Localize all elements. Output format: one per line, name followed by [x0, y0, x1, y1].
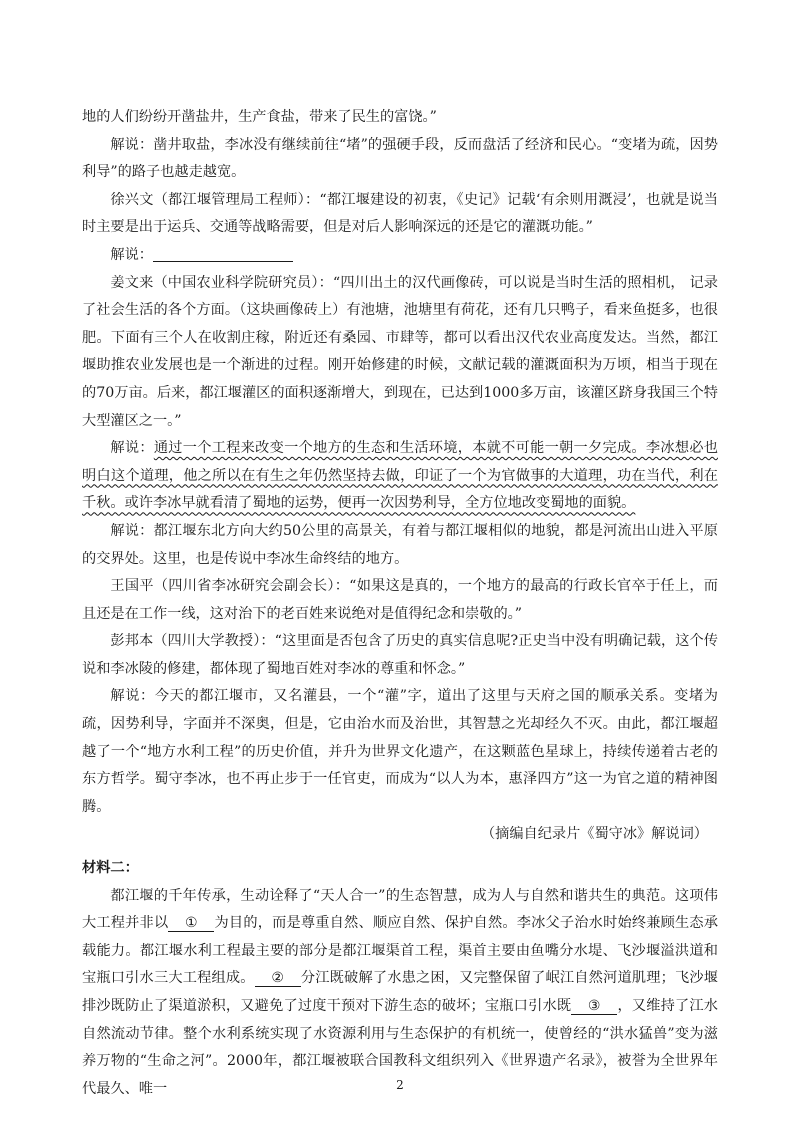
answer-blank[interactable]	[153, 245, 293, 262]
paragraph-2: 解说：凿井取盐，李冰没有继续前往“堵”的强硬手段，反而盘活了经济和民心。“变堵为疏，因势利导”的路子也越走越宽。	[82, 136, 718, 181]
fill-blank-2[interactable]: ②	[255, 970, 301, 987]
paragraph-3: 徐兴文（都江堰管理局工程师）：“都江堰建设的初衷，《史记》记载‘有余则用溉浸’，也就是说当时主要是出于运兵、交通等战略需要，但是对后人影响深远的还是它的灌溉功能。”	[82, 191, 718, 236]
paragraph-1: 地的人们纷纷开凿盐井，生产食盐，带来了民生的富饶。”	[82, 109, 437, 125]
paragraph-8: 王国平（四川省李冰研究会副会长）：“如果这是真的，一个地方的最高的行政长官卒于任上，而且还是在工作一线，这对治下的老百姓来说绝对是值得纪念和崇敬的。”	[82, 578, 719, 622]
paragraph-6	[82, 435, 718, 518]
page-number: 2	[396, 1078, 404, 1092]
material-2-text-4: ，又维持了江水自然流动节律。整个水利系统实现了水资源利用与生态保护的有机统一，使曾经的“洪水猛兽”变为滋养万物的“生命之河”。2000年，都江堰被联合国教科文组织列入《世界遗产名录》，被誉为全世界年代最久、唯一	[82, 998, 718, 1097]
commentary-label: 解说：	[110, 246, 153, 263]
underlined-passage: 通过一个工程来改变一个地方的生态和生活环境，本就不可能一朝一夕完成。李冰想必也明白这个道理，他之所以在有生之年仍然坚持去做，印证了一个为官做事的大道理，功在当代，利在千秋。或许李冰早就看清了蜀地的运势，便再一次因势利导，全方位地改变蜀地的面貌。	[82, 440, 718, 512]
material-2-text-3: 分江既破解了水患之困，又完整保留了岷江自然河道肌理；飞沙堰排沙既防止了渠道淤积，又避免了过度干预对下游生态的破坏；宝瓶口引水既	[82, 970, 718, 1014]
paragraph-9: 彭邦本（四川大学教授）：“这里面是否包含了历史的真实信息呢?正史当中没有明确记载，这个传说和李冰陵的修建，都体现了蜀地百姓对李冰的尊重和怀念。”	[82, 633, 718, 677]
paragraph-10: 解说：今天的都江堰市，又名灌县，一个“灌”字，道出了这里与天府之国的顺承关系。变堵为疏，因势利导，字面并不深奥，但是，它由治水而及治世，其智慧之光却经久不灭。由此，都江堰超越了一个“地方水利工程”的历史价值，并升为世界文化遗产，在这颗蓝色星球上，持续传递着古老的东方哲学。蜀守李冰，也不再止步于一任官吏，而成为“以人为本，惠泽四方”这一为官之道的精神图腾。	[82, 688, 718, 815]
material-2-text-1: 都江堰的千年传承，生动诠释了“天人合一”的生态智慧，成为人与自然和谐共生的典范。这项伟大工程并非以	[82, 887, 718, 932]
paragraph-7: 解说：都江堰东北方向大约50公里的高景关，有着与都江堰相似的地貌，都是河流出山进入平原的交界处。这里，也是传说中李冰生命终结的地方。	[82, 522, 718, 567]
fill-blank-3[interactable]: ③	[571, 998, 617, 1015]
source-note: （摘编自纪录片《蜀守冰》解说词）	[480, 826, 708, 843]
fill-blank-1[interactable]: ①	[168, 915, 214, 932]
material-2-heading: 材料二：	[82, 860, 139, 877]
paragraph-4	[82, 242, 718, 270]
material-2-paragraph	[82, 883, 718, 1104]
commentary-label: 解说：	[110, 440, 154, 457]
material-2-text-2: 为目的，而是尊重自然、顺应自然、保护自然。李冰父子治水时始终兼顾生态承载能力。都江堰水利工程最主要的部分是都江堰渠首工程，渠首主要由鱼嘴分水堤、飞沙堰溢洪道和宝瓶口引水三大工程组成。	[82, 915, 718, 987]
paragraph-5: 姜文来（中国农业科学院研究员）：“四川出土的汉代画像砖，可以说是当时生活的照相机， 记录了社会生活的各个方面。（这块画像砖上）有池塘，池塘里有荷花，还有几只鸭子，看来鱼挺多，也很肥。下面有三个人在收割庄稼，附近还有桑园、市肆等，都可以看出汉代农业高度发达。当然，都江堰助推农业发展也是一个渐进的过程。刚开始修建的时候，文献记载的灌溉面积为万顷，相当于现在的70万亩。后来，都江堰灌区的面积逐渐增大，到现在，已达到1000多万亩，该灌区跻身我国三个特大型灌区之一。”	[82, 274, 718, 429]
